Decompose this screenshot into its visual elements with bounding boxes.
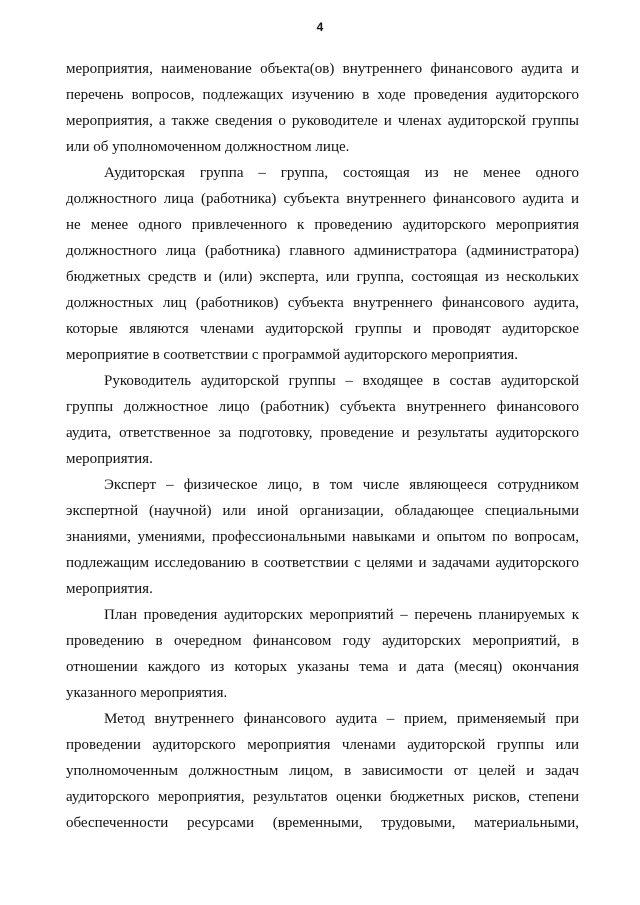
- paragraph-line: Метод внутреннего финансового аудита – прием, применяемый при: [104, 711, 579, 727]
- paragraph-line: уполномоченным должностным лицом, в зависимости от целей и задач: [66, 763, 579, 779]
- paragraph-line: подлежащим исследованию в соответствии с целями и задачами аудиторского: [66, 555, 579, 571]
- paragraph-line: должностного лица (работника) главного администратора (администратора): [66, 243, 579, 259]
- paragraph-line: которые являются членами аудиторской группы и проводят аудиторское: [66, 321, 579, 337]
- paragraph-line: группы должностное лицо (работник) субъекта внутреннего финансового: [66, 399, 579, 415]
- paragraph-line: Эксперт – физическое лицо, в том числе являющееся сотрудником: [104, 477, 579, 493]
- paragraph-line: должностного лица (работника) субъекта внутреннего финансового аудита и: [66, 191, 579, 207]
- paragraph-line: мероприятия.: [66, 581, 153, 597]
- paragraph-line: мероприятия, а также сведения о руководителе и членах аудиторской группы: [66, 113, 579, 129]
- paragraph-line: бюджетных средств и (или) эксперта, или группа, состоящая из нескольких: [66, 269, 579, 285]
- paragraph-line: Руководитель аудиторской группы – входящее в состав аудиторской: [104, 373, 579, 389]
- page-number: 4: [316, 20, 324, 34]
- paragraph-line: указанного мероприятия.: [66, 685, 228, 701]
- paragraph-line: отношении каждого из которых указаны тема и дата (месяц) окончания: [66, 659, 579, 675]
- paragraph-line: аудиторского мероприятия, результатов оценки бюджетных рисков, степени: [66, 789, 579, 805]
- paragraph-line: обеспеченности ресурсами (временными, трудовыми, материальными,: [66, 815, 579, 831]
- paragraph-line: или об уполномоченном должностном лице.: [66, 139, 350, 155]
- paragraph-line: проведению в очередном финансовом году аудиторских мероприятий, в: [66, 633, 579, 649]
- paragraph-line: перечень вопросов, подлежащих изучению в ходе проведения аудиторского: [66, 87, 579, 103]
- paragraph-line: План проведения аудиторских мероприятий – перечень планируемых к: [104, 607, 579, 623]
- paragraph-line: аудита, ответственное за подготовку, проведение и результаты аудиторского: [66, 425, 579, 441]
- paragraph-line: мероприятия, наименование объекта(ов) внутреннего финансового аудита и: [66, 61, 579, 77]
- paragraph-line: Аудиторская группа – группа, состоящая из не менее одного: [104, 165, 579, 181]
- paragraph-line: знаниями, умениями, профессиональными навыками и опытом по вопросам,: [66, 529, 579, 545]
- paragraph-line: экспертной (научной) или иной организации, обладающее специальными: [66, 503, 579, 519]
- paragraph-line: проведении аудиторского мероприятия членами аудиторской группы или: [66, 737, 579, 753]
- paragraph-line: не менее одного привлеченного к проведению аудиторского мероприятия: [66, 217, 579, 233]
- paragraph-line: мероприятие в соответствии с программой аудиторского мероприятия.: [66, 347, 518, 363]
- paragraph-line: должностных лиц (работников) субъекта внутреннего финансового аудита,: [66, 295, 579, 311]
- paragraph-line: мероприятия.: [66, 451, 153, 467]
